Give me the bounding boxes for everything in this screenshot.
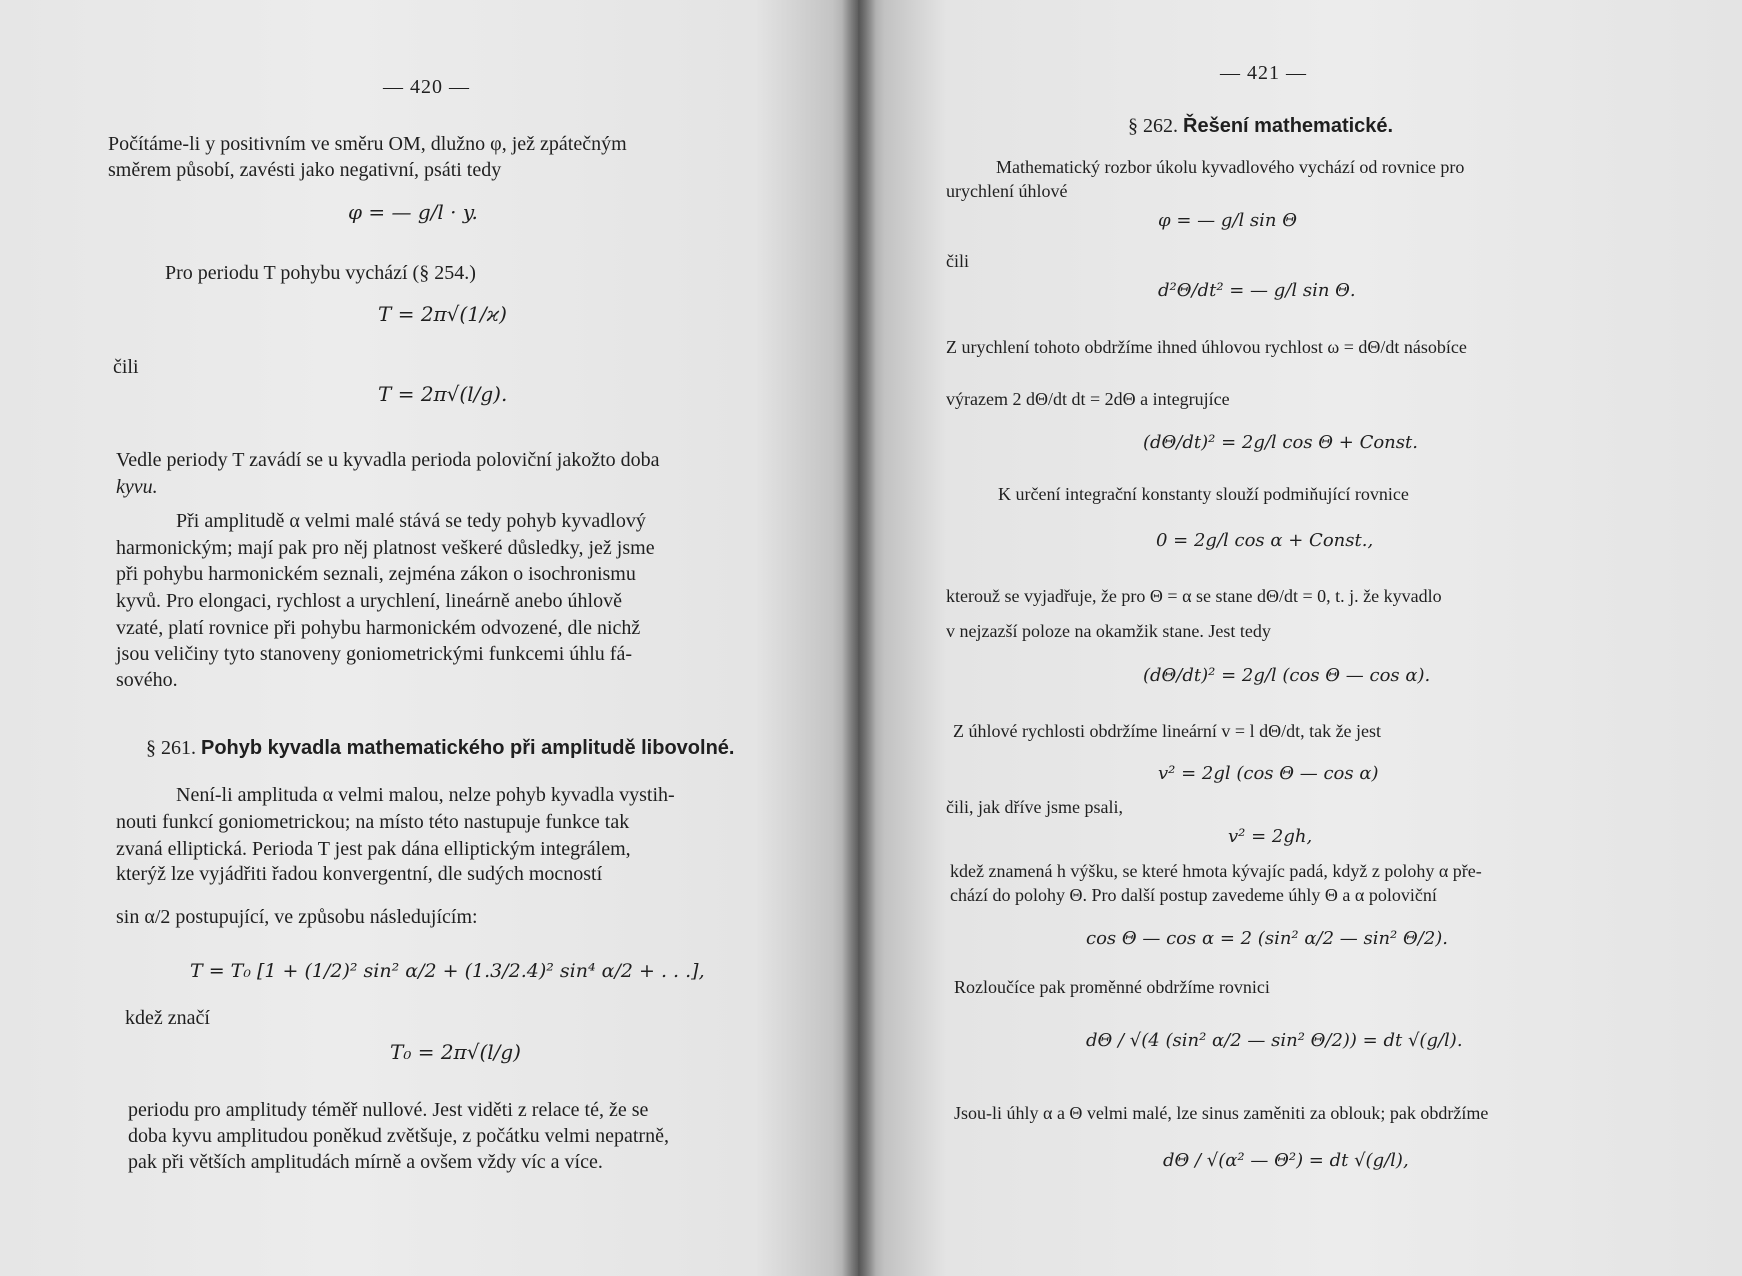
paragraph-line: K určení integrační konstanty slouží podmiňující rovnice <box>998 484 1409 504</box>
paragraph-line: Rozloučíce pak proměnné obdržíme rovnici <box>954 977 1270 997</box>
paragraph-line: Z urychlení tohoto obdržíme ihned úhlovou rychlost ω = dΘ/dt násobíce <box>946 337 1467 357</box>
equation-6: v² = 2gl (cos Θ — cos α) <box>1158 763 1379 784</box>
paragraph-line: Při amplitudě α velmi malé stává se tedy pohyb kyvadlový <box>176 510 646 532</box>
section-number: § 261. <box>146 737 196 759</box>
paragraph-line: výrazem 2 dΘ/dt dt = 2dΘ a integrujíce <box>946 389 1230 409</box>
paragraph-line: kyvů. Pro elongaci, rychlost a urychlení, lineárně anebo úhlově <box>116 590 622 612</box>
paragraph-line: harmonickým; mají pak pro něj platnost veškeré důsledky, jež jsme <box>116 537 655 559</box>
paragraph-line: doba kyvu amplitudou poněkud zvětšuje, z počátku velmi nepatrně, <box>128 1125 669 1147</box>
paragraph-line: periodu pro amplitudy téměř nullové. Jest viděti z relace té, že se <box>128 1099 649 1121</box>
paragraph-line: vzaté, platí rovnice při pohybu harmonickém odvozené, dle nichž <box>116 617 641 639</box>
book-gutter <box>842 0 876 1276</box>
paragraph-line: chází do polohy Θ. Pro další postup zavedeme úhly Θ a α poloviční <box>950 885 1437 905</box>
cili-label: čili <box>113 356 139 378</box>
equation-period-1: T = 2π√(1/ϰ) <box>378 302 507 326</box>
equation-2: d²Θ/dt² = — g/l sin Θ. <box>1158 280 1356 301</box>
paragraph-line: Jsou-li úhly α a Θ velmi malé, lze sinus zaměniti za oblouk; pak obdržíme <box>954 1103 1489 1123</box>
paragraph-line: Není-li amplituda α velmi malou, nelze pohyb kyvadla vystih- <box>176 784 675 806</box>
equation-7: v² = 2gh, <box>1228 826 1313 847</box>
paragraph-line: při pohybu harmonickém seznali, zejména zákon o isochronismu <box>116 563 636 585</box>
paragraph-line: Vedle periody T zavádí se u kyvadla perioda poloviční jakožto doba <box>116 449 660 471</box>
paragraph-line: Mathematický rozbor úkolu kyvadlového vychází od rovnice pro <box>996 157 1465 177</box>
right-page <box>858 0 1742 1276</box>
paragraph-line: směrem působí, zavésti jako negativní, psáti tedy <box>108 159 502 181</box>
paragraph-line: kyvu. <box>116 476 158 498</box>
equation-8: cos Θ — cos α = 2 (sin² α/2 — sin² Θ/2). <box>1086 928 1449 949</box>
paragraph-line: v nejzazší poloze na okamžik stane. Jest tedy <box>946 621 1271 641</box>
equation-5: (dΘ/dt)² = 2g/l (cos Θ — cos α). <box>1143 665 1431 686</box>
equation-period-2: T = 2π√(l/g). <box>378 382 508 406</box>
page-number: — 421 — <box>1220 62 1307 84</box>
paragraph-line: kterouž se vyjadřuje, že pro Θ = α se stane dΘ/dt = 0, t. j. že kyvadlo <box>946 586 1442 606</box>
paragraph-line: Z úhlové rychlosti obdržíme lineární v = l dΘ/dt, tak že jest <box>953 721 1382 741</box>
left-page <box>0 0 858 1276</box>
paragraph-line: nouti funkcí goniometrickou; na místo této nastupuje funkce tak <box>116 811 630 833</box>
paragraph-line: kdež znamená h výšku, se které hmota kývajíc padá, když z polohy α pře- <box>950 861 1482 881</box>
paragraph-line: sin α/2 postupující, ve způsobu následujícím: <box>116 906 478 928</box>
paragraph-line: sového. <box>116 669 178 691</box>
paragraph-line: pak při větších amplitudách mírně a ovšem vždy víc a více. <box>128 1151 603 1173</box>
section-heading <box>146 738 734 758</box>
equation-series: T = T₀ [1 + (1/2)² sin² α/2 + (1.3/2.4)² sin⁴ α/2 + . . .], <box>190 960 705 982</box>
paragraph-line: Počítáme-li y positivním ve směru OM, dlužno φ, jež zpátečným <box>108 133 627 155</box>
cili-label: čili <box>946 251 969 271</box>
equation-4: 0 = 2g/l cos α + Const., <box>1156 530 1374 551</box>
section-title: Pohyb kyvadla mathematického při amplitudě libovolné. <box>201 737 735 759</box>
paragraph-line: urychlení úhlové <box>946 181 1068 201</box>
section-title: Řešení mathematické. <box>1183 115 1394 137</box>
paragraph-line: zvaná elliptická. Perioda T jest pak dána elliptickým integrálem, <box>116 838 631 860</box>
equation-phi: φ = — g/l · y. <box>348 200 478 224</box>
paragraph-line: Pro periodu T pohybu vychází (§ 254.) <box>165 262 476 284</box>
paragraph-line: kterýž lze vyjádřiti řadou konvergentní, dle sudých mocností <box>116 863 603 885</box>
paragraph-line: čili, jak dříve jsme psali, <box>946 797 1123 817</box>
page-number: — 420 — <box>383 76 470 98</box>
equation-9: dΘ / √(4 (sin² α/2 — sin² Θ/2)) = dt √(g/l). <box>1086 1030 1463 1051</box>
kdez-label: kdež značí <box>125 1007 210 1029</box>
equation-10: dΘ / √(α² — Θ²) = dt √(g/l), <box>1163 1150 1409 1171</box>
equation-T0: T₀ = 2π√(l/g) <box>390 1040 521 1064</box>
section-number: § 262. <box>1128 115 1178 137</box>
section-heading <box>1128 116 1393 136</box>
paragraph-line: jsou veličiny tyto stanoveny goniometrickými funkcemi úhlu fá- <box>116 643 633 665</box>
equation-1: φ = — g/l sin Θ <box>1158 210 1297 231</box>
equation-3: (dΘ/dt)² = 2g/l cos Θ + Const. <box>1143 432 1418 453</box>
